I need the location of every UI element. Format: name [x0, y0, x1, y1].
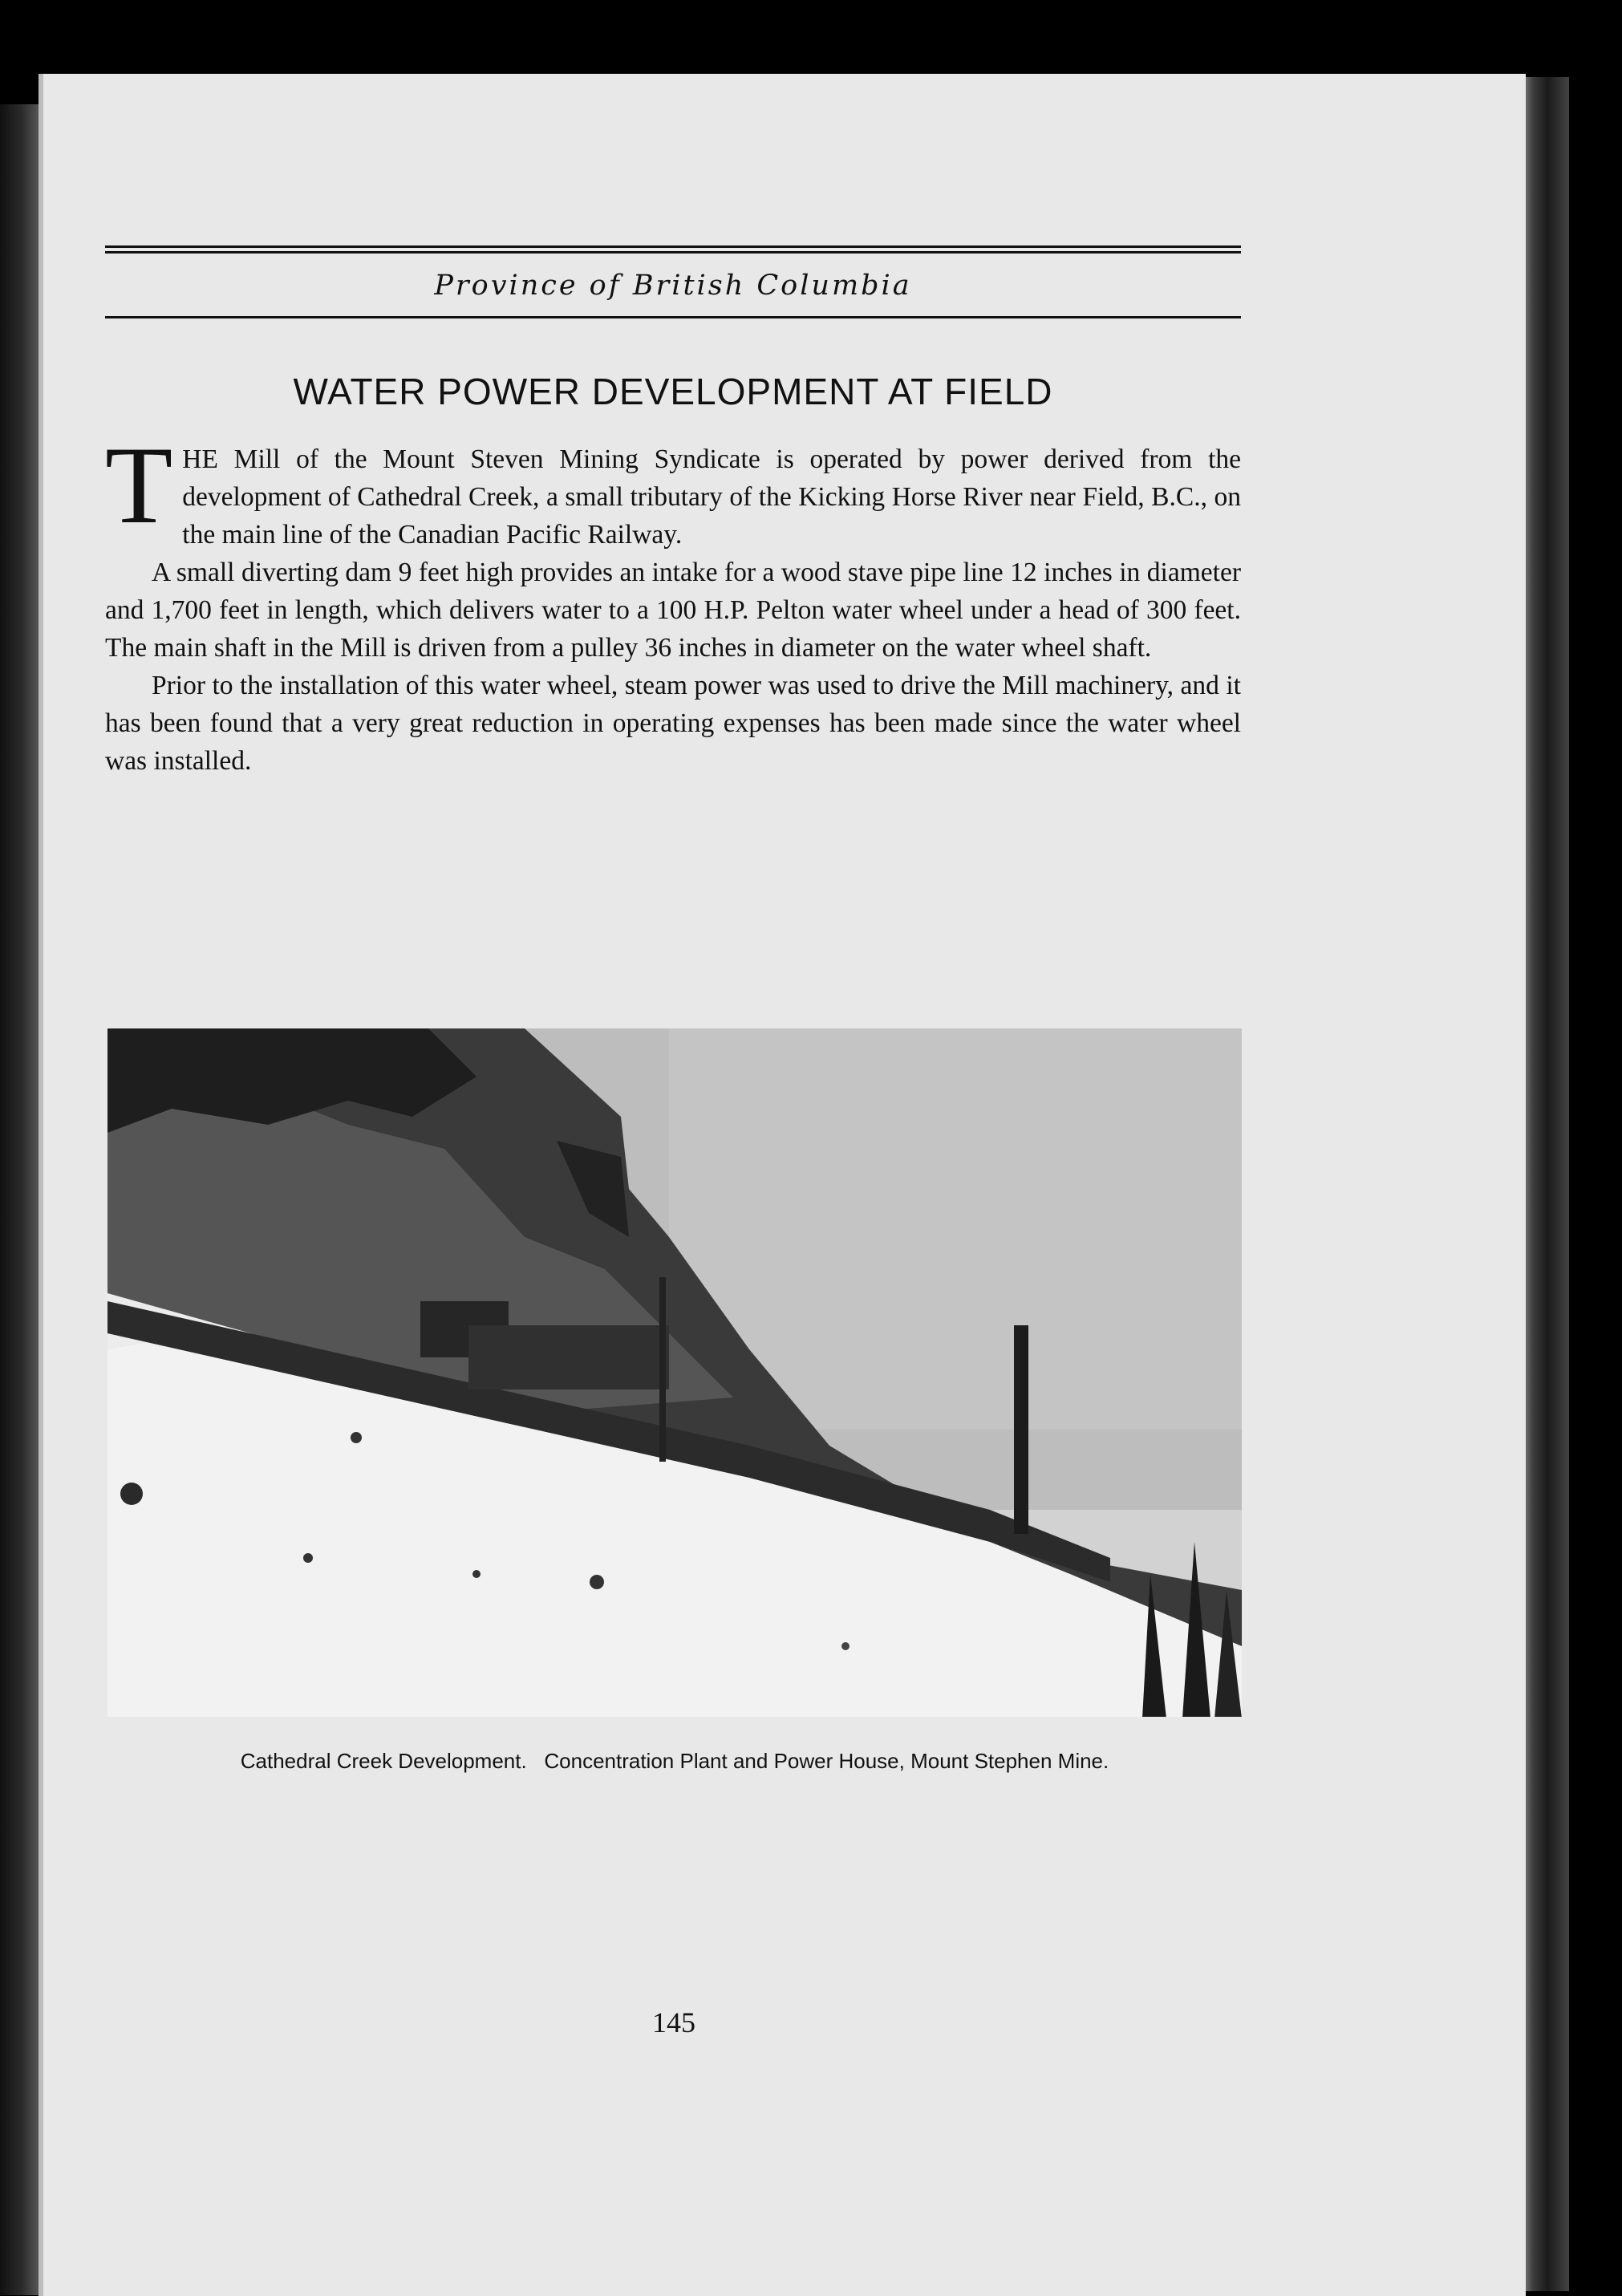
book-gutter — [0, 104, 39, 2295]
paragraph-1 — [105, 424, 1241, 554]
photograph-mill — [107, 1028, 1242, 1717]
running-head: Province of British Columbia — [434, 270, 912, 302]
paragraph-3: Prior to the installation of this water wheel, steam power was used to drive the Mill machinery, and it has been found that a very great reduction in operating expenses has been made since the water wheel was installed. — [105, 671, 1241, 776]
article-title: WATER POWER DEVELOPMENT AT FIELD — [293, 371, 1053, 412]
header-rule — [105, 316, 1241, 318]
paragraph-1-text: HE Mill of the Mount Steven Mining Syndicate is operated by power derived from the development of Cathedral Creek, a small tributary of the Kicking Horse River near Field, B.C., on the main line of the Canadian Pacific Railway. — [182, 444, 1241, 550]
page-number: 145 — [652, 2006, 695, 2038]
drop-cap: T — [105, 424, 173, 546]
paragraph-2: A small diverting dam 9 feet high provides an intake for a wood stave pipe line 12 inches in diameter and 1,700 feet in length, which delivers water to a 100 H.P. Pelton water wheel under a head of 300 feet. The main shaft in the Mill is driven from a pulley 36 inches in diameter on the water wheel shaft. — [105, 558, 1241, 663]
photo-caption: Cathedral Creek Development. Concentration Plant and Power House, Mount Stephen Mine. — [240, 1749, 1109, 1773]
article-body — [105, 424, 1241, 780]
header-double-rule — [105, 245, 1241, 254]
photograph-drawing — [107, 1028, 1242, 1717]
book-page-edge — [1521, 77, 1569, 2291]
page-content — [105, 245, 1241, 780]
